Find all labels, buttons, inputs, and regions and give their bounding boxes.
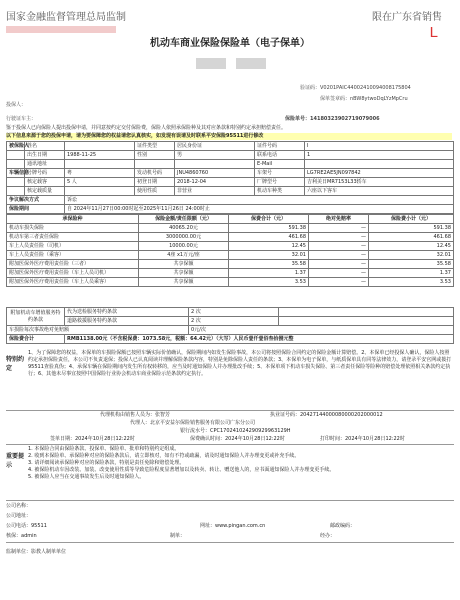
premium-value: RMB1138.00元（不含税保费：1073.58元，税额：64.42元）（大写）人民币壹仟壹佰叁拾捌元整 [65,335,454,344]
coverage-row [7,233,454,242]
coverage-cell: 35.58 [369,260,454,269]
coverage-cell: 附加医保外医疗费用责任险（车上人员乘客） [7,278,139,287]
barcode-right [236,58,266,69]
coverage-cell: 3.53 [229,278,309,287]
coverage-cell: — [309,269,369,278]
vehicle-cell: 发动机号码 [135,169,175,178]
coverage-cell: 461.68 [229,233,309,242]
coverage-cell: 附加医保外医疗费用责任险（车上人员司机） [7,269,139,278]
coverage-cell: 1.37 [229,269,309,278]
coverage-cell: 12.45 [369,242,454,251]
insured-table [6,141,454,169]
deductible-label: 车损险每次事故绝对免赔额 [7,326,189,335]
insured-cell: E-Mail [255,160,305,169]
coverage-cell: 3000000.00元 [139,233,229,242]
important-list [28,446,452,481]
barcode-left [196,58,226,69]
vehicle-cell: LG7RE2AE5JN097842 [305,169,454,178]
insured-label: 投保人： [6,102,27,108]
coverage-cell: 1.37 [369,269,454,278]
agency-name: 代理人：北京平安益尔保险销售服务有限公司广东分公司 [130,420,256,426]
service-count-2: 2 次 [189,317,279,326]
insured-cell [65,142,135,151]
coverage-row [7,260,454,269]
vehicle-cell: JNU4860760 [175,169,255,178]
coverage-cell: 车上人员责任险（司机） [7,242,139,251]
company-address: 公司地址： [6,513,32,519]
bank-serial: 银行流水号：CPC170241024290929963129H [180,428,291,434]
document-title: 机动车商业保险保险单（电子保单） [150,38,310,49]
important-item: 1. 本保险合同由保险条款、投保单、保险单、批单和特别约定组成。 [28,446,180,452]
coverage-cell: 12.45 [229,242,309,251]
coverage-cell: 40065.20元 [139,224,229,233]
divider [6,410,454,411]
verify-code: 验证码：V0201PAIC44002410094008175804 [300,85,411,91]
maker: 制单： [170,533,186,539]
vehicle-cell: 厂牌型号 [255,178,305,187]
coverage-cell: 共享保额 [139,269,229,278]
coverage-row [7,278,454,287]
important-item: 3. 请详细阅读承保险种对应的保险条款，特别是责任免除和赔偿处理。 [28,460,185,466]
dispute-label: 争议解决方式 [7,196,65,205]
insured-row [7,151,454,160]
coverage-cell: 机动车第三者责任保险 [7,233,139,242]
coverage-header: 保费合计（元） [229,215,309,224]
sign-code: 保单签章码：nBW8ytwoDqLYzMpCru [320,96,408,102]
driver-label: 行驶证车主： [6,116,37,122]
vehicle-cell: 核定载客 [25,178,65,187]
vehicle-cell: 吉利美日MR7153L33轿车 [305,178,454,187]
important-item: 4. 被保险机动车因改装、加装、改变使用性质等导致危险程度显著增加以及转卖、转让、赠送他人的，应书面通知保险人并办理变更手续。 [28,467,335,473]
print-date: 打印时间：2024年10月28日12:22时 [320,436,405,442]
service-label: 附加机动车增值服务特约条款 [7,308,65,326]
vehicle-cell: 车架号 [255,169,305,178]
coverage-cell: 32.01 [369,251,454,260]
insured-cell: 证件类型 [135,142,175,151]
insured-cell: 联系电话 [255,151,305,160]
checker: 核保：admin [6,533,37,539]
coverage-cell: 10000.00元 [139,242,229,251]
vehicle-cell: 核定载质量 [25,187,65,196]
intro-notice: 鉴于投保人已向保险人提出投保申请，并同意按约定交付保险费，保险人依照承保险种及其对应条款和特别约定承担赔偿责任。 [6,125,287,131]
footer-note: 监制单位：影教人制单单位 [6,549,67,555]
coverage-cell: 共享保额 [139,260,229,269]
coverage-header: 保险金额/责任限额（元） [139,215,229,224]
policy-number: 保险单号：14180323902719079006 [285,116,380,122]
service-table [6,307,454,344]
insured-cell: 1 [305,151,454,160]
important-item: 5. 被保险人应当在交通事故发生后及时通知保险人。 [28,474,145,480]
insured-cell: 被保险人 [7,142,25,151]
insured-cell: 1988-11-25 [65,151,135,160]
coverage-cell: 共享保额 [139,278,229,287]
coverage-row [7,242,454,251]
service-count-1: 2 次 [189,308,279,317]
agent-name: 代理机构由销售人员为：张智芳 [100,412,171,418]
coverage-cell: — [309,251,369,260]
insured-cell: 证件号码 [255,142,305,151]
coverage-cell: — [309,224,369,233]
contract-table [6,195,454,214]
service-item-1: 代为送检服务特约条款 [65,308,189,317]
insured-cell: 性别 [135,151,175,160]
coverage-cell: — [309,260,369,269]
vehicle-cell: 初登日期 [135,178,175,187]
period-value: 自 2024年11月27日00:00时起至2025年11月26日 24:00时止 [65,205,454,214]
coverage-header: 绝对免赔率 [309,215,369,224]
coverage-header: 承保险种 [7,215,139,224]
postcode: 邮政编码： [330,523,356,529]
coverage-cell: 4座 x1万元/座 [139,251,229,260]
vehicle-cell: 使用性质 [135,187,175,196]
insured-cell [7,151,25,160]
issuer-header: 国家金融监督管理总局监制 [6,12,126,23]
redacted-stamp [6,26,116,33]
deductible-value: 0元/次 [189,326,454,335]
warning-notice: 以下信息来源于您的投保申请，请为要保障您的权益请您认真核实，如发现有误请及时联系平安保险95511进行修改 [6,133,452,140]
coverage-cell: 35.58 [229,260,309,269]
vehicle-cell: 粤 [65,169,135,178]
vehicle-cell: 5 人 [65,178,135,187]
coverage-cell: 32.01 [229,251,309,260]
insured-cell: 通讯地址 [25,160,65,169]
coverage-cell: 3.53 [369,278,454,287]
agent-cert: 执业证号码：20427144000080000202000012 [270,412,383,418]
insured-row [7,142,454,151]
premium-label: 保险费合计 [7,335,65,344]
coverage-cell: — [309,278,369,287]
vehicle-cell: 2018-12-04 [175,178,255,187]
vehicle-cell: 非营业 [175,187,255,196]
insured-cell: 出生日期 [25,151,65,160]
vehicle-cell [7,178,25,187]
red-mark: L [429,24,438,41]
company-name: 公司名称： [6,503,32,509]
vehicle-row [7,169,454,178]
insured-cell: I [305,142,454,151]
coverage-table [6,214,454,287]
vehicle-cell: 号牌号码 [25,169,65,178]
coverage-cell: 591.38 [229,224,309,233]
coverage-row [7,269,454,278]
coverage-cell: 车上人员责任险（乘客） [7,251,139,260]
insured-cell: 居民身份证 [175,142,255,151]
coverage-cell: 附加医保外医疗费用责任险（三者） [7,260,139,269]
handler: 经办： [320,533,336,539]
coverage-row [7,251,454,260]
important-label: 重要提示 [6,453,25,469]
vehicle-cell: 车辆信息 [7,169,25,178]
dispute-value: 诉讼 [65,196,454,205]
coverage-cell: 机动车损失保险 [7,224,139,233]
coverage-header: 保险费小计（元） [369,215,454,224]
company-website: 网址：www.pingan.com.cn [200,523,266,529]
sign-date: 签单日期：2024年10月28日12:22时 [50,436,135,442]
vehicle-cell: 机动车种类 [255,187,305,196]
period-label: 保险期间 [7,205,65,214]
service-item-2: 道路救援服务特约条款 [65,317,189,326]
important-item: 2. 收到本保险单、承保险种对应的保险条款后，请立即核对，如有不符或疏漏，请及时通知保险人并办理变更或补充手续。 [28,453,300,459]
coverage-row [7,224,454,233]
special-label: 特别约定 [6,356,25,372]
region-label: 限在广东省销售 [372,12,442,23]
coverage-cell: 461.68 [369,233,454,242]
vehicle-cell: 六座以下客车 [305,187,454,196]
special-terms: 1、为了保障您的权益，本保单的车损险保额已按照车辆实际价值确认，保险期间内如发生保险事故，本公司将按照保险合同约定的保险金额计算赔偿。2、本保单已经投保人确认，保险人按照约定承担保险责任，本公司不负责退保；投保人已认真阅读并理解保险条款内容，特别是免除保险人责任的条款；3、本保单为电子保单，与纸质保单具有同等法律效力，请登录平安官网或拨打95511查验真伪；4、承保车辆在保险期间内发生所有权转移的，应当及时通知保险人并办理批改手续；5、本保单项下机动车损失保险、第三者责任保险等险种的赔偿处理依照相关条款约定执行；6、其他未尽事宜按照中国保险行业协会机动车商业保险示范条款约定执行。 [28,350,452,377]
coverage-cell: — [309,242,369,251]
vehicle-row [7,178,454,187]
vehicle-table [6,168,454,196]
coverage-cell: 591.38 [369,224,454,233]
company-phone: 公司电话：95511 [6,523,47,529]
confirm-date: 保费确认时间：2024年10月28日12:22时 [190,436,285,442]
coverage-cell: — [309,233,369,242]
insured-cell: 姓名 [25,142,65,151]
insured-cell: 男 [175,151,255,160]
